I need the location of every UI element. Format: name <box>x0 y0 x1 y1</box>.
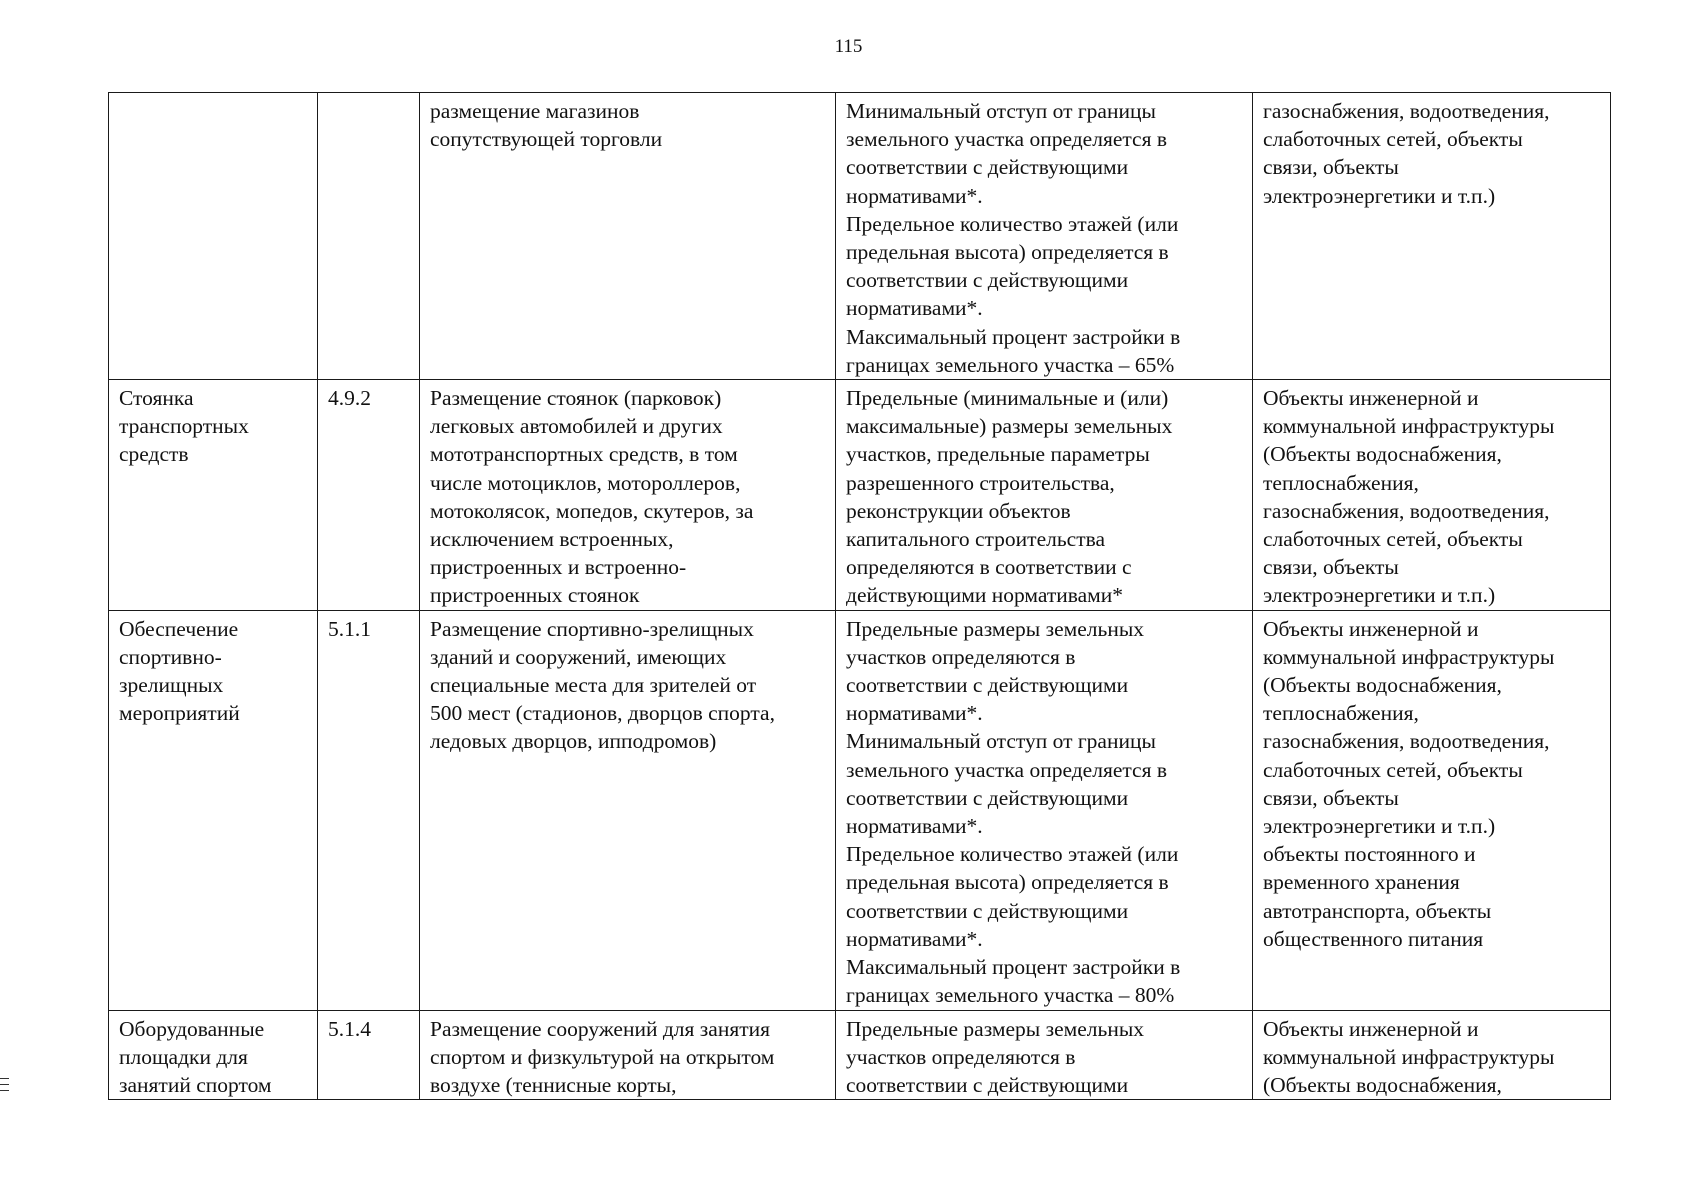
use-description-cell: размещение магазинов сопутствующей торговли <box>420 93 836 380</box>
parameters-cell: Предельные размеры земельных участков определяются в соответствии с действующими <box>836 1010 1253 1100</box>
margin-mark-icon <box>0 1078 9 1100</box>
parameters-cell: Минимальный отступ от границы земельного участка определяется в соответствии с действующими нормативами*. Предельное количество этажей (или предельная высота) определяется в соответствии с действующими нормативами*. Максимальный процент застройки в границах земельного участка – 65% <box>836 93 1253 380</box>
table-row <box>109 380 1611 611</box>
auxiliary-objects-cell: Объекты инженерной и коммунальной инфраструктуры (Объекты водоснабжения, <box>1253 1010 1611 1100</box>
parameters-cell: Предельные размеры земельных участков определяются в соответствии с действующими нормативами*. Минимальный отступ от границы земельного участка определяется в соответствии с действующими нормативами*. Предельное количество этажей (или предельная высота) определяется в соответствии с действующими нормативами*. Максимальный процент застройки в границах земельного участка – 80% <box>836 610 1253 1010</box>
table-row <box>109 610 1611 1010</box>
auxiliary-objects-cell: газоснабжения, водоотведения, слаботочных сетей, объекты связи, объекты электроэнергетики и т.п.) <box>1253 93 1611 380</box>
land-use-table <box>108 92 1611 1100</box>
use-code-cell: 4.9.2 <box>318 380 420 611</box>
auxiliary-objects-cell: Объекты инженерной и коммунальной инфраструктуры (Объекты водоснабжения, теплоснабжения, газоснабжения, водоотведения, слаботочных сетей, объекты связи, объекты электроэнергетики и т.п.) объекты постоянного и временного хранения автотранспорта, объекты общественного питания <box>1253 610 1611 1010</box>
auxiliary-objects-cell: Объекты инженерной и коммунальной инфраструктуры (Объекты водоснабжения, теплоснабжения, газоснабжения, водоотведения, слаботочных сетей, объекты связи, объекты электроэнергетики и т.п.) <box>1253 380 1611 611</box>
use-code-cell: 5.1.4 <box>318 1010 420 1100</box>
use-code-cell: 5.1.1 <box>318 610 420 1010</box>
page-number: 115 <box>834 36 863 57</box>
table-row <box>109 1010 1611 1100</box>
use-name-cell: Оборудованные площадки для занятий спортом <box>109 1010 318 1100</box>
use-name-cell <box>109 93 318 380</box>
use-name-cell: Обеспечение спортивно- зрелищных мероприятий <box>109 610 318 1010</box>
use-description-cell: Размещение сооружений для занятия спортом и физкультурой на открытом воздухе (теннисные корты, <box>420 1010 836 1100</box>
parameters-cell: Предельные (минимальные и (или) максимальные) размеры земельных участков, предельные параметры разрешенного строительства, реконструкции объектов капитального строительства определяются в соответствии с действующими нормативами* <box>836 380 1253 611</box>
use-description-cell: Размещение спортивно-зрелищных зданий и сооружений, имеющих специальные места для зрителей от 500 мест (стадионов, дворцов спорта, ледовых дворцов, ипподромов) <box>420 610 836 1010</box>
table-row <box>109 93 1611 380</box>
use-code-cell <box>318 93 420 380</box>
use-name-cell: Стоянка транспортных средств <box>109 380 318 611</box>
use-description-cell: Размещение стоянок (парковок) легковых автомобилей и других мототранспортных средств, в том числе мотоциклов, мотороллеров, мотоколясок, мопедов, скутеров, за исключением встроенных, пристроенных и встроенно- пристроенных стоянок <box>420 380 836 611</box>
